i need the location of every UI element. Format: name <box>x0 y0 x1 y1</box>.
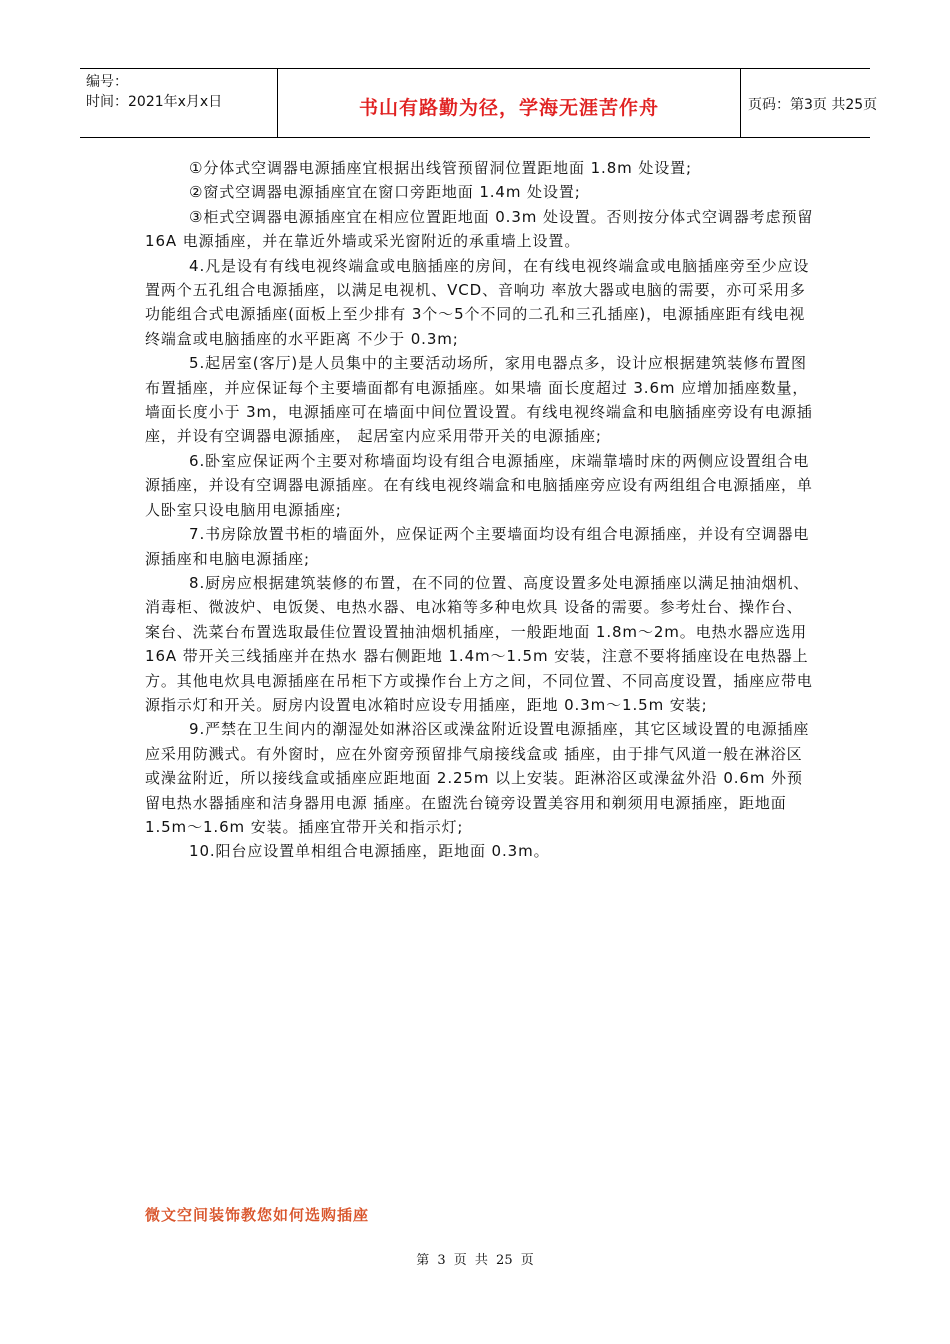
body-paragraph: ①分体式空调器电源插座宜根据出线管预留洞位置距地面 1.8m 处设置; <box>189 159 693 177</box>
body-paragraph: 6.卧室应保证两个主要对称墙面均设有组合电源插座，床端靠墙时床的两侧应设置组合电源插座，并设有空调器电源插座。在有线电视终端盒和电脑插座旁应设有两组组合电源插座，单人卧室只设电脑用电源插座; <box>145 451 813 519</box>
body-paragraph: 7.书房除放置书柜的墙面外，应保证两个主要墙面均设有组合电源插座，并设有空调器电源插座和电脑电源插座; <box>145 525 810 568</box>
body-paragraph: 9.严禁在卫生间内的潮湿处如淋浴区或澡盆附近设置电源插座，其它区域设置的电源插座应采用防溅式。有外窗时，应在外窗旁预留排气扇接线盒或 插座，由于排气风道一般在淋浴区或澡盆附近，所以接线盒或插座应距地面 2.25m 以上安装。距淋浴区或澡盆外沿 0.6m 外预留电热水器插座和洁身器用电源 插座。在盥洗台镜旁设置美容用和剃须用电源插座，距地面 1.5m～1.6m 安装。插座宜带开关和指示灯; <box>145 720 810 836</box>
header-page-info: 页码：第3页 共25页 <box>748 97 878 113</box>
header-left-cell <box>80 69 278 137</box>
body-paragraph: 4.凡是设有有线电视终端盒或电脑插座的房间，在有线电视终端盒或电脑插座旁至少应设置两个五孔组合电源插座，以满足电视机、VCD、音响功 率放大器或电脑的需要，亦可采用多功能组合式电源插座(面板上至少排有 3个～5个不同的二孔和三孔插座)，电源插座距有线电视终端盒或电脑插座的水平距离 不少于 0.3m; <box>145 256 810 348</box>
related-article-link[interactable]: 微文空间装饰教您如何选购插座 <box>145 1206 370 1224</box>
header-page-cell <box>740 69 878 137</box>
body-paragraph: 10.阳台应设置单相组合电源插座，距地面 0.3m。 <box>189 842 550 861</box>
body-paragraph: 8.厨房应根据建筑装修的布置，在不同的位置、高度设置多处电源插座以满足抽油烟机、消毒柜、微波炉、电饭煲、电热水器、电冰箱等多种电炊具 设备的需要。参考灶台、操作台、案台、洗菜台布置选取最佳位置设置抽油烟机插座，一般距地面 1.8m～2m。电热水器应选用 16A 带开关三线插座并在热水 器右侧距地 1.4m～1.5m 安装，注意不要将插座设在电热器上方。其他电炊具电源插座在吊柜下方或操作台上方之间，不同位置、不同高度设置，插座应带电 源指示灯和开关。厨房内设置电冰箱时应设专用插座，距地 0.3m～1.5m 安装; <box>145 573 813 714</box>
page-footer: 第 3 页 共 25 页 <box>416 1253 534 1268</box>
body-paragraph: ③柜式空调器电源插座宜在相应位置距地面 0.3m 处设置。否则按分体式空调器考虑预留 16A 电源插座，并在靠近外墙或采光窗附近的承重墙上设置。 <box>145 207 814 251</box>
body-paragraph: ②窗式空调器电源插座宜在窗口旁距地面 1.4m 处设置; <box>189 183 581 202</box>
document-body <box>145 156 815 864</box>
document-time-label: 时间：2021年x月x日 <box>86 94 223 110</box>
header-motto-cell <box>278 69 741 137</box>
page-header <box>80 68 878 138</box>
document-number-label: 编号： <box>86 74 128 90</box>
body-paragraph: 5.起居室(客厅)是人员集中的主要活动场所，家用电器点多，设计应根据建筑装修布置图布置插座，并应保证每个主要墙面都有电源插座。如果墙 面长度超过 3.6m 应增加插座数量，墙面长度小于 3m，电源插座可在墙面中间位置设置。有线电视终端盒和电脑插座旁设有电源插座，并设有空调器电源插座， 起居室内应采用带开关的电源插座; <box>145 354 813 446</box>
header-motto: 书山有路勤为径，学海无涯苦作舟 <box>358 97 659 119</box>
